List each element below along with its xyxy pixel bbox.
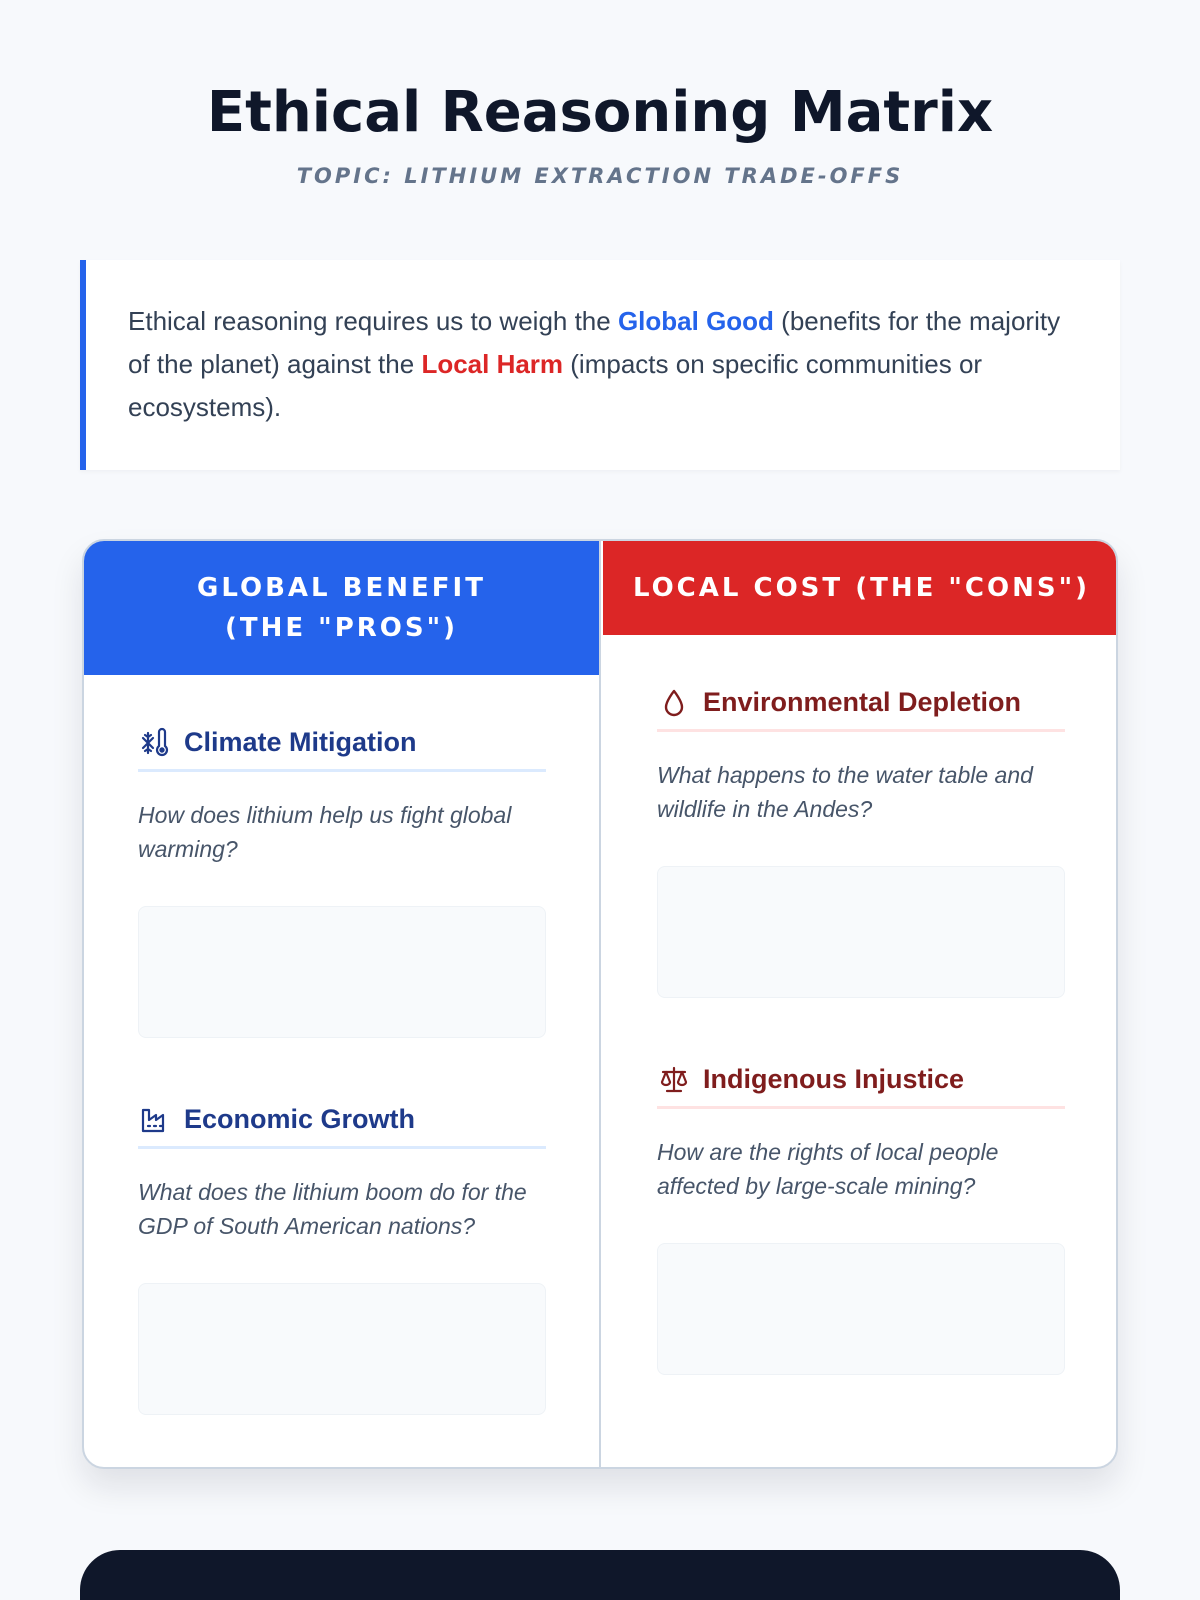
thermometer-snow-icon	[138, 726, 172, 760]
section-question: What happens to the water table and wildlife in the Andes?	[657, 762, 1033, 822]
page-title: Ethical Reasoning Matrix	[206, 80, 994, 145]
economic-growth-section	[138, 1093, 546, 1420]
climate-mitigation-answer-field[interactable]	[138, 906, 546, 1038]
environmental-depletion-section	[657, 676, 1065, 1003]
column-header-label: GLOBAL BENEFIT (THE "PROS")	[197, 573, 486, 643]
section-question: How are the rights of local people affected by large-scale mining?	[657, 1139, 999, 1199]
intro-callout	[80, 260, 1120, 470]
global-good-highlight: Global Good	[617, 306, 774, 336]
indigenous-injustice-section	[657, 1053, 1065, 1380]
factory-icon	[138, 1103, 172, 1137]
footer-panel	[80, 1550, 1120, 1600]
section-question: What does the lithium boom do for the GDP of South American nations?	[138, 1179, 527, 1239]
section-heading	[657, 676, 1065, 732]
section-heading	[657, 1053, 1065, 1109]
section-title: Indigenous Injustice	[703, 1064, 965, 1094]
intro-text: (impacts on specific communities or ecosystems).	[128, 349, 983, 422]
local-harm-highlight: Local Harm	[421, 349, 564, 379]
section-heading	[138, 716, 546, 772]
section-heading	[138, 1093, 546, 1149]
reasoning-matrix	[82, 539, 1118, 1469]
climate-mitigation-section	[138, 716, 546, 1043]
section-title: Environmental Depletion	[703, 687, 1022, 717]
page-subtitle: TOPIC: LITHIUM EXTRACTION TRADE-OFFS	[296, 164, 904, 188]
intro-text: (benefits for the majority of the planet) against the	[128, 306, 1061, 379]
section-question: How does lithium help us fight global warming?	[138, 802, 512, 862]
local-cost-header	[603, 541, 1118, 635]
global-benefit-column	[84, 541, 601, 1467]
global-benefit-header	[84, 541, 599, 675]
column-header-label: LOCAL COST (THE "CONS")	[632, 573, 1091, 603]
indigenous-injustice-answer-field[interactable]	[657, 1243, 1065, 1375]
local-cost-column	[603, 541, 1118, 1467]
section-title: Economic Growth	[184, 1104, 416, 1134]
section-title: Climate Mitigation	[184, 727, 417, 757]
economic-growth-answer-field[interactable]	[138, 1283, 546, 1415]
environmental-depletion-answer-field[interactable]	[657, 866, 1065, 998]
intro-text: Ethical reasoning requires us to weigh the	[128, 306, 618, 336]
scales-icon	[657, 1063, 691, 1097]
water-drop-icon	[657, 686, 691, 720]
